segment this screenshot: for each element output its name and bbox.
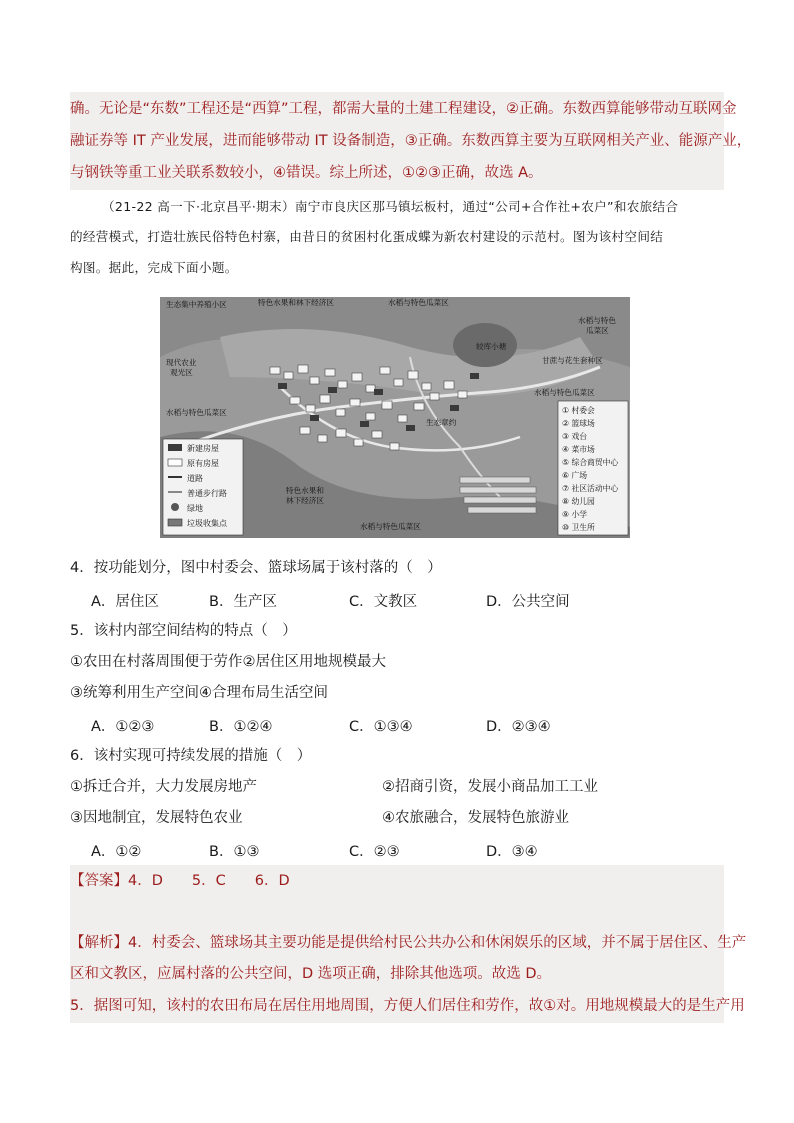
q4-option-d: D．公共空间	[486, 594, 570, 610]
q4-option-c: C．文教区	[349, 594, 418, 610]
stem-line-3: 构图。据此，完成下面小题。	[70, 260, 238, 275]
legend-primary-school: ⑨ 小学	[562, 510, 588, 519]
q6-option-c: C．②③	[349, 844, 400, 860]
answer-tag: 【答案】	[70, 873, 128, 889]
map-label-top-right1: 水稻与特色	[578, 316, 616, 325]
q6-item-1: ①拆迁合并，大力发展房地产	[70, 779, 257, 795]
q5-stem: 5．该村内部空间结构的特点（ ）	[70, 623, 297, 639]
legend-new-house: 新建房屋	[187, 444, 219, 453]
answer-line	[70, 871, 290, 891]
q5-item-2: ③统筹利用生产空间④合理布局生活空间	[70, 685, 328, 701]
analysis-line-1	[70, 933, 746, 953]
q5-option-b: B．①②④	[209, 719, 273, 735]
prev-analysis-line-2: 融证券等 IT 产业发展，进而能够带动 IT 设备制造，③正确。东数西算主要为互联网相关产业、能源产业，	[70, 133, 752, 149]
q5-option-c: C．①③④	[349, 719, 413, 735]
map-legend-left	[163, 439, 243, 535]
q5-item-1: ①农田在村落周围便于劳作②居住区用地规模最大	[70, 654, 386, 670]
legend-road: 道路	[187, 474, 203, 483]
legend-trade-center: ⑤ 综合商贸中心	[562, 458, 619, 467]
answer-text: 4．D 5．C 6．D	[128, 873, 290, 889]
map-label-top-right2: 瓜菜区	[586, 326, 609, 335]
q6-item-4: ④农旅融合，发展特色旅游业	[382, 810, 569, 826]
q4-option-a: A．居住区	[91, 594, 159, 610]
legend-community-center: ⑦ 社区活动中心	[562, 484, 619, 493]
village-structure-map	[160, 297, 630, 538]
q5-option-d: D．②③④	[486, 719, 551, 735]
legend-old-house: 原有房屋	[187, 459, 219, 468]
map-label-bottom-mid1: 特色水果和	[286, 486, 324, 495]
map-label-bottom-mid2: 林下经济区	[286, 496, 324, 505]
q6-option-a: A．①②	[91, 844, 142, 860]
q4-stem: 4．按功能划分，图中村委会、篮球场属于该村落的（ ）	[70, 560, 442, 576]
q6-item-2: ②招商引资，发展小商品加工工业	[382, 779, 598, 795]
prev-analysis-line-3: 与钢铁等重工业关联系数较小，④错误。综上所述，①②③正确，故选 A。	[70, 165, 543, 181]
legend-village-committee: ① 村委会	[562, 406, 595, 415]
analysis-line-2: 区和文教区，应属村落的公共空间，D 选项正确，排除其他选项。故选 D。	[70, 966, 552, 982]
analysis-text-1: 4．村委会、篮球场其主要功能是提供给村民公共办公和休闲娱乐的区域，并不属于居住区、生产	[128, 935, 747, 951]
map-label-top-left: 生态集中养殖小区	[166, 300, 227, 309]
legend-clinic: ⑩ 卫生所	[562, 523, 595, 532]
analysis-line-3: 5．据图可知，该村的农田布局在居住用地周围，方便人们居住和劳作，故①对。用地规模最大的是生产用	[70, 998, 745, 1014]
legend-basketball: ② 篮球场	[562, 419, 595, 428]
legend-market: ④ 菜市场	[562, 445, 595, 454]
map-label-bottom-mid3: 水稻与特色瓜菜区	[360, 522, 421, 531]
q6-item-3: ③因地制宜，发展特色农业	[70, 810, 243, 826]
q6-stem: 6．该村实现可持续发展的措施（ ）	[70, 748, 312, 764]
legend-garbage: 垃圾收集点	[187, 519, 227, 528]
q5-option-a: A．①②③	[91, 719, 155, 735]
q6-option-b: B．①③	[209, 844, 260, 860]
map-label-center: 生态章约	[426, 418, 457, 427]
map-label-top-mid: 特色水果和林下经济区	[258, 298, 334, 307]
prev-analysis-line-1: 确。无论是“东数”工程还是“西算”工程，都需大量的土建工程建设，②正确。东数西算能够带动互联网金	[70, 101, 737, 117]
map-label-left3: 水稻与特色瓜菜区	[166, 408, 227, 417]
map-label-left2: 观光区	[170, 368, 193, 377]
map-label-left1: 现代农业	[166, 358, 197, 367]
legend-walkway: 普通步行路	[187, 489, 227, 498]
legend-stage: ③ 戏台	[562, 432, 588, 441]
stem-line-1: （21-22 高一下·北京昌平·期末）南宁市良庆区那马镇坛板村，通过“公司+合作社+农户”和农旅结合	[102, 199, 679, 214]
q4-option-b: B．生产区	[209, 594, 277, 610]
stem-line-2: 的经营模式，打造壮族民俗特色村寨，由昔日的贫困村化蛋成蝶为新农村建设的示范村。图为该村空间结	[70, 229, 664, 244]
q6-option-d: D．③④	[486, 844, 538, 860]
map-legend-right	[558, 401, 628, 535]
analysis-tag: 【解析】	[70, 935, 128, 951]
legend-square: ⑥ 广场	[562, 471, 588, 480]
map-label-pond: 较库小塘	[476, 342, 507, 351]
map-label-right-mid2: 水稻与特色瓜菜区	[534, 388, 595, 397]
legend-green: 绿地	[187, 504, 203, 513]
map-label-right-mid: 甘蔗与花生套种区	[542, 356, 603, 365]
legend-kindergarten: ⑧ 幼儿园	[562, 497, 595, 506]
map-label-top-mid2: 水稻与特色瓜菜区	[388, 298, 449, 307]
